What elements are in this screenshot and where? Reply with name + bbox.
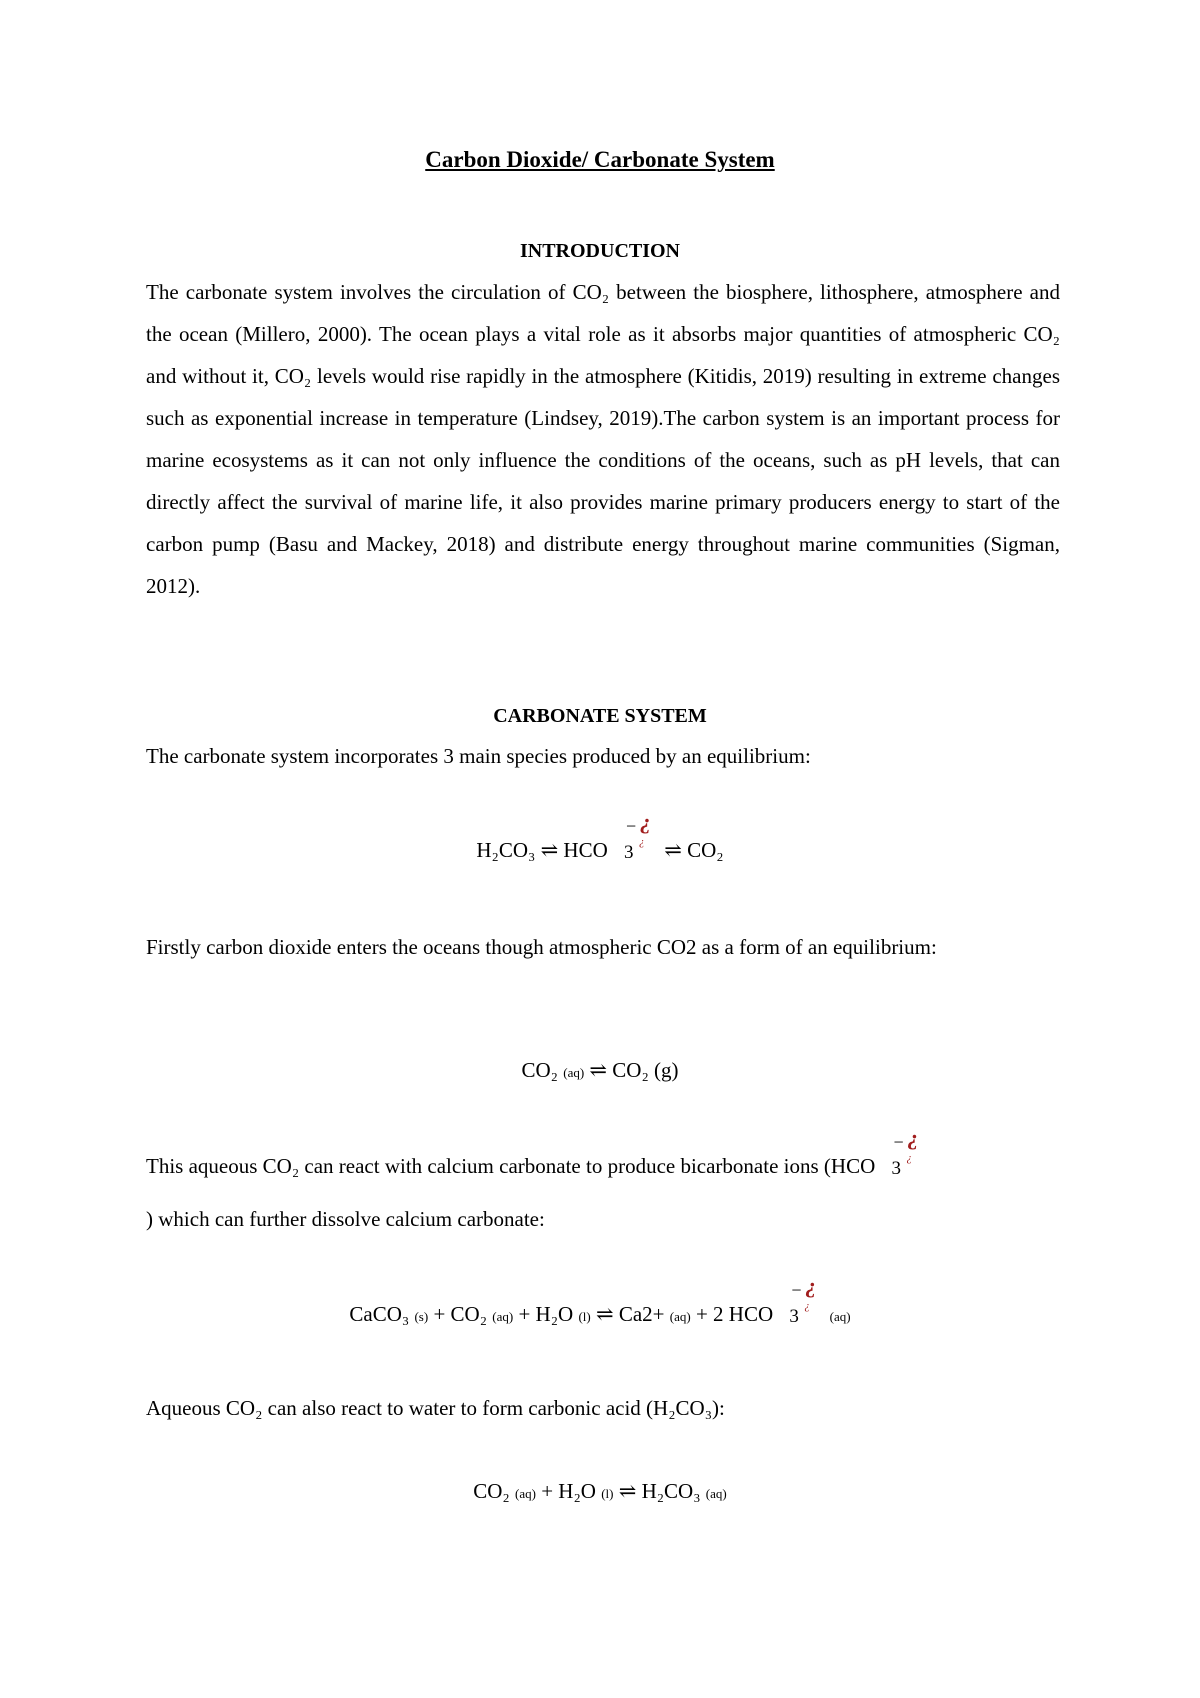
eq1-right: ⇌ CO₂ [664, 838, 724, 862]
aqueous-co2-text-line-2: ) which can further dissolve calcium carbonate: [146, 1207, 545, 1231]
equation-carbonic-acid: CO₂ (aq) + H₂O (l) ⇌ H₂CO₃ (aq) [473, 1479, 727, 1503]
carbonate-system-heading: CARBONATE SYSTEM [493, 705, 707, 727]
introduction-paragraph: The carbonate system involves the circulation of CO₂ between the biosphere, lithosphere, atmosphere and the ocean (Millero, 2000). The ocean plays a vital role as it absorbs major quantities of atmospheric CO₂ and without it, CO₂ levels would rise rapidly in the atmosphere (Kitidis, 2019) resulting in extreme changes such as exponential increase in temperature (Lindsey, 2019).The carbon system is an important process for marine ecosystems as it can not only influence the conditions of the oceans, such as pH levels, that can directly affect the survival of marine life, it also provides marine primary producers energy to start of the carbon pump (Basu and Mackey, 2018) and distribute energy throughout marine communities (Sigman, 2012). [146, 280, 1060, 598]
eq1-left: H₂CO₃ ⇌ HCO [476, 838, 608, 862]
equation-co2-dissolution: CO₂ (aq) ⇌ CO₂ (g) [521, 1058, 679, 1082]
firstly-paragraph: Firstly carbon dioxide enters the oceans though atmospheric CO2 as a form of an equilibrium: [146, 935, 937, 959]
bicarbonate-charge-glyph-inline: − 3 ¿ ¿ [891, 1125, 919, 1179]
bicarbonate-charge-glyph-eq3: − 3 ¿ ¿ [789, 1273, 817, 1327]
equation-calcium-carbonate: CaCO₃ (s) + CO₂ (aq) + H₂O (l) ⇌ Ca2+ (aq) + 2 HCO − 3 ¿ ¿ (aq) [349, 1273, 851, 1327]
carbonate-intro-text: The carbonate system incorporates 3 main species produced by an equilibrium: [146, 744, 811, 768]
document-title: Carbon Dioxide/ Carbonate System [425, 147, 775, 172]
equation-species-equilibrium [0, 809, 1200, 863]
bicarbonate-charge-glyph: − 3 ¿ ¿ [624, 809, 652, 863]
introduction-heading: INTRODUCTION [519, 240, 681, 262]
carbonic-acid-text: Aqueous CO₂ can also react to water to form carbonic acid (H₂CO₃): [146, 1396, 725, 1420]
aqueous-co2-text-line-1: This aqueous CO₂ can react with calcium carbonate to produce bicarbonate ions (HCO − 3 ¿ ¿ [146, 1156, 927, 1177]
